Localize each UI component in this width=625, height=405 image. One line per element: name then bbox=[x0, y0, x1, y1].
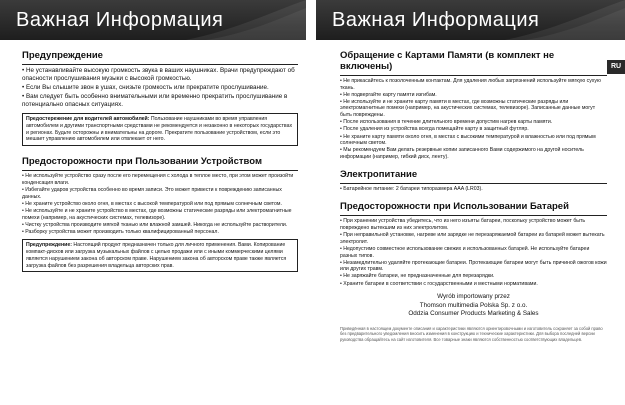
battery-item: • При неправильной установке, нагреве или зарядке не перезаряжаемой батареи из батарей может вытекать электролит. bbox=[340, 232, 605, 245]
footer-disclaimer: Приведённая в настоящем документе описания и характеристики являются ориентировочными и изготовитель сохраняет за собой право без предварительного уведомления вносить изменения в конструкцию и технические характеристики. Для выбора последней версии руководства обращайтесь на сайт изготовителя. Все товарные знаки являются собственностью соответствующих владельцев. bbox=[340, 325, 603, 342]
driver-caution-text bbox=[26, 116, 294, 143]
section-divider bbox=[340, 183, 607, 184]
right-page bbox=[316, 0, 625, 405]
precaution-item: • Не используйте устройство сразу после его перемещения с холода в теплое место, при этом может произойти конденсация влаги. bbox=[22, 173, 294, 186]
language-tab-ru: RU bbox=[607, 60, 625, 74]
battery-item: • При хранении устройства убедитесь, что из него изъяты батареи, поскольку устройство может быть повреждено вытекшим из них электролитом. bbox=[340, 218, 586, 231]
battery-heading: Предосторожности при Использовании Батарей bbox=[340, 201, 569, 213]
battery-item: • Храните батареи в соответствии с государственными и местными нормативами. bbox=[340, 280, 538, 287]
importer-info bbox=[340, 293, 607, 319]
warning-item: • Если Вы слышите звон в ушах, снизьте громкость или прекратите прослушивание. bbox=[22, 84, 269, 92]
right-content bbox=[340, 48, 607, 342]
precaution-item: • Разборку устройства может производить только квалифицированный персонал. bbox=[22, 228, 219, 235]
warning-item: • Не устанавливайте высокую громкость звука в ваших наушниках. Врачи предупреждают об опасности прослушивания музыки с высокой громкостью. bbox=[22, 66, 295, 82]
driver-caution-box bbox=[22, 113, 298, 146]
warning-heading: Предупреждение bbox=[22, 50, 103, 61]
right-page-title: Важная Информация bbox=[332, 9, 540, 31]
power-heading: Электропитание bbox=[340, 169, 418, 181]
driver-caution-label: Предостережение для водителей автомобилей: bbox=[26, 116, 150, 123]
precaution-item: • Избегайте ударов устройства особенно во время записи. Это может привести к повреждению записанных данных. bbox=[22, 186, 282, 200]
importer-line: Oddzia Consumer Products Marketing & Sales bbox=[408, 310, 539, 318]
memory-card-item: • Не используйте и не храните карту памяти в местах, где возможны статические разряды или электромагнитные помехи (например, на акустических системах, телевизоре). Записанные данные могут быть повреждены. bbox=[340, 98, 596, 119]
copyright-warning-text bbox=[26, 242, 294, 269]
left-page bbox=[0, 0, 306, 405]
battery-item: • Недопустимо совместное использование свежих и использованных батарей. Не используйте батареи разных типов. bbox=[340, 245, 590, 259]
warning-item: • Вам следует быть особенно внимательными или временно прекратить прослушивание в потенциально опасных ситуациях. bbox=[22, 93, 288, 109]
memory-card-heading: Обращение с Картами Памяти (в комплект не включены) bbox=[340, 50, 555, 72]
left-page-title: Важная Информация bbox=[16, 9, 224, 31]
precaution-item: • Не используйте и не храните устройство в местах, где возможны статические разряды или электромагнитные помехи (например, на акустических системах, телевизоре). bbox=[22, 207, 292, 221]
banner-swoosh-decoration bbox=[505, 0, 625, 40]
section-divider bbox=[340, 75, 607, 76]
precautions-heading: Предосторожности при Пользовании Устройством bbox=[22, 156, 262, 168]
importer-line: Thomson multimedia Polska Sp. z o.o. bbox=[419, 301, 528, 309]
precaution-item: • Чистку устройства производите мягкой тканью или влажной замшей. Никогда не используйте растворители. bbox=[22, 221, 288, 228]
copyright-warning-body: Настоящий продукт предназначен только для личного применения. Вами. Копирование компакт-дисков или загрузка музыкальных файлов с целью продажи или с иными коммерческими целями является нарушением закона об авторском праве. Нарушением закона об авторском праве также является загрузка файлов без разрешения владельца авторских прав. bbox=[26, 242, 287, 269]
memory-card-item: • После использования в течение длительного времени допустим нагрев карты памяти. bbox=[340, 119, 553, 126]
precaution-item: • Не храните устройство около огня, в местах с высокой температурой или под прямым солнечным светом. bbox=[22, 200, 282, 207]
copyright-warning-box bbox=[22, 239, 298, 272]
copyright-warning-label: Предупреждение: bbox=[26, 242, 72, 249]
battery-item: • Не заряжайте батареи, не предназначенные для перезарядки. bbox=[340, 273, 495, 280]
driver-caution-body: Пользование наушниками во время управления автомобилем и другими транспортными средствами не рекомендуется и незаконно в некоторых государствах и регионах. Будьте осторожны и внимательны на дороге. Прекратите пользование устройством, если это мешает управлению автомобилем или отвлекает от него. bbox=[26, 116, 293, 143]
memory-card-item: • Мы рекомендуем Вам делать резервные копии записанного Вами содержимого на другой носитель информации (например, гибкий диск, ленту). bbox=[340, 147, 584, 161]
left-content bbox=[22, 48, 298, 276]
memory-card-item: • Не прикасайтесь к позолоченным контактам. Для удаления любых загрязнений используйте мягкую сухую ткань. bbox=[340, 77, 601, 91]
battery-item: • Незамедлительно удаляйте протекающие батареи. Протекающие батареи могут быть причиной ожогов кожи или других травм. bbox=[340, 259, 607, 273]
section-divider bbox=[340, 215, 607, 216]
left-header-banner bbox=[0, 0, 306, 40]
section-divider bbox=[22, 64, 298, 65]
memory-card-item: • После удаления из устройства всегда помещайте карту в защитный футляр. bbox=[340, 126, 529, 133]
section-divider bbox=[22, 170, 298, 171]
page-gutter bbox=[306, 0, 316, 405]
right-header-banner bbox=[316, 0, 625, 40]
memory-card-item: • Не подвергайте карту памяти изгибам. bbox=[340, 91, 437, 98]
memory-card-item: • Не храните карту памяти около огня, в местах с высокими температурой и влажностью или под прямым солнечным светом. bbox=[340, 133, 596, 147]
importer-line: Wyrób importowany przez bbox=[437, 293, 510, 301]
power-item: • Батарейное питание: 2 батареи типоразмера AAA (LR03). bbox=[340, 186, 483, 193]
banner-swoosh-decoration bbox=[186, 0, 306, 40]
